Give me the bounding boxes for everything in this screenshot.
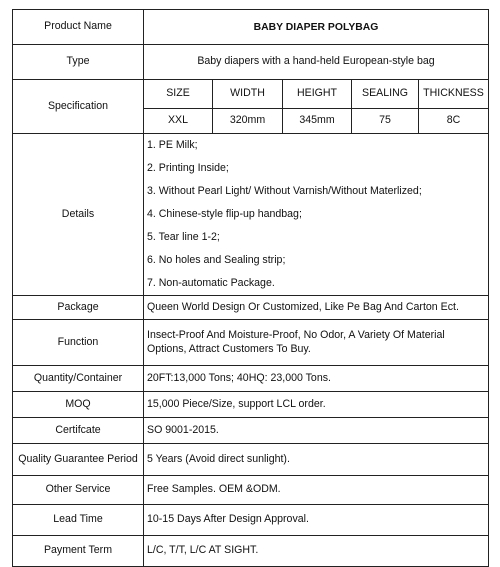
other-service-value: Free Samples. OEM &ODM. [144, 476, 489, 505]
details-item: 6. No holes and Sealing strip; [147, 254, 286, 266]
spec-value-thickness: 8C [419, 109, 489, 134]
function-row [13, 320, 489, 366]
lead-time-value: 10-15 Days After Design Approval. [144, 505, 489, 536]
specification-header-row [13, 80, 489, 109]
moq-row [13, 392, 489, 418]
payment-label: Payment Term [13, 536, 144, 567]
moq-label: MOQ [13, 392, 144, 418]
product-name-value: BABY DIAPER POLYBAG [144, 10, 489, 45]
details-item: 4. Chinese-style flip-up handbag; [147, 208, 302, 220]
lead-time-row [13, 505, 489, 536]
details-item: 7. Non-automatic Package. [147, 277, 275, 289]
details-item: 5. Tear line 1-2; [147, 231, 220, 243]
type-value: Baby diapers with a hand-held European-style bag [144, 45, 489, 80]
details-item: 2. Printing Inside; [147, 162, 229, 174]
package-label: Package [13, 296, 144, 320]
guarantee-label: Quality Guarantee Period [13, 444, 144, 476]
details-item: 1. PE Milk; [147, 139, 198, 151]
details-item: 3. Without Pearl Light/ Without Varnish/Without Materlized; [147, 185, 422, 197]
quantity-label: Quantity/Container [13, 366, 144, 392]
spec-column-width: WIDTH [213, 80, 283, 109]
details-label: Details [13, 134, 144, 296]
spec-value-size: XXL [144, 109, 213, 134]
package-value: Queen World Design Or Customized, Like Pe Bag And Carton Ect. [144, 296, 489, 320]
product-name-label: Product Name [13, 10, 144, 45]
spec-value-sealing: 75 [352, 109, 419, 134]
product-spec-table [12, 9, 489, 567]
moq-value: 15,000 Piece/Size, support LCL order. [144, 392, 489, 418]
type-label: Type [13, 45, 144, 80]
details-value [144, 134, 489, 296]
spec-value-width: 320mm [213, 109, 283, 134]
spec-column-size: SIZE [144, 80, 213, 109]
details-list [147, 134, 485, 295]
function-label: Function [13, 320, 144, 366]
package-row [13, 296, 489, 320]
certificate-value: SO 9001-2015. [144, 418, 489, 444]
certificate-label: Certifcate [13, 418, 144, 444]
lead-time-label: Lead Time [13, 505, 144, 536]
payment-row [13, 536, 489, 567]
quantity-value: 20FT:13,000 Tons; 40HQ: 23,000 Tons. [144, 366, 489, 392]
other-service-row [13, 476, 489, 505]
specification-label: Specification [13, 80, 144, 134]
spec-column-sealing: SEALING [352, 80, 419, 109]
quantity-row [13, 366, 489, 392]
guarantee-value: 5 Years (Avoid direct sunlight). [144, 444, 489, 476]
spec-value-height: 345mm [283, 109, 352, 134]
function-value: Insect-Proof And Moisture-Proof, No Odor, A Variety Of Material Options, Attract Customers To Buy. [144, 320, 489, 366]
other-service-label: Other Service [13, 476, 144, 505]
type-row [13, 45, 489, 80]
guarantee-row [13, 444, 489, 476]
payment-value: L/C, T/T, L/C AT SIGHT. [144, 536, 489, 567]
spec-column-height: HEIGHT [283, 80, 352, 109]
spec-column-thickness: THICKNESS [419, 80, 489, 109]
certificate-row [13, 418, 489, 444]
details-row [13, 134, 489, 296]
product-name-row [13, 10, 489, 45]
